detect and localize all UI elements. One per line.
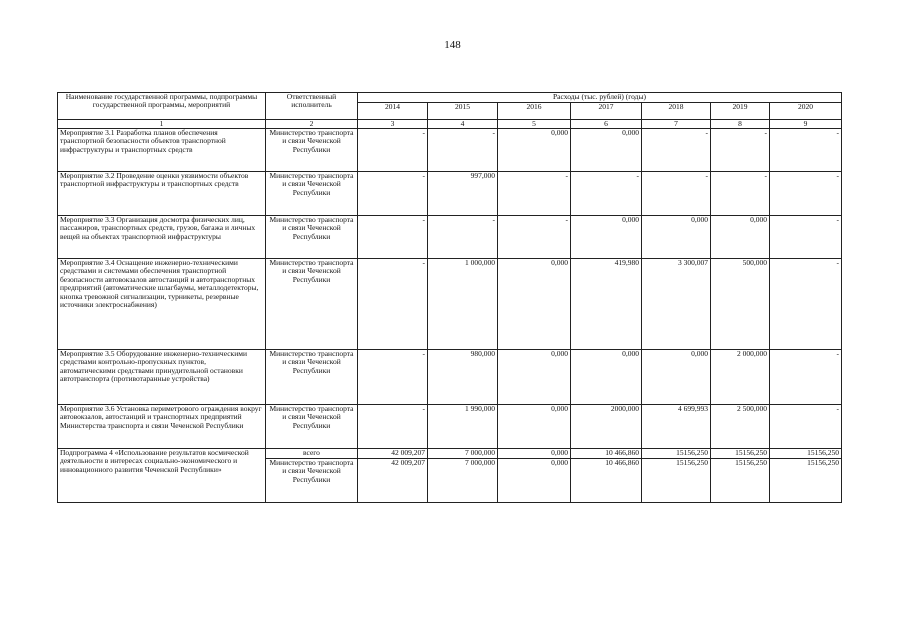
subprogram-total-row: [58, 449, 842, 459]
value-cell: -: [428, 129, 498, 172]
table-row: [58, 405, 842, 449]
column-index: 8: [711, 120, 770, 129]
table-row: [58, 216, 842, 259]
value-cell: 0,000: [711, 216, 770, 259]
value-cell: -: [428, 216, 498, 259]
column-index: 4: [428, 120, 498, 129]
value-cell: -: [498, 216, 571, 259]
table-row: [58, 350, 842, 405]
value-cell: 2000,000: [571, 405, 642, 449]
total-label: всего: [266, 449, 358, 459]
value-cell: 10 466,860: [571, 459, 642, 503]
value-cell: 0,000: [498, 350, 571, 405]
activity-name: Мероприятие 3.6 Установка периметрового ограждения вокруг автовокзалов, автостанций и транспортных предприятий Министерства транспорта и связи Чеченской Республики: [58, 405, 266, 449]
activity-name: Мероприятие 3.2 Проведение оценки уязвимости объектов транспортной инфраструктуры и транспортных средств: [58, 172, 266, 216]
value-cell: 15156,250: [642, 459, 711, 503]
value-cell: 42 009,207: [358, 459, 428, 503]
value-cell: -: [358, 350, 428, 405]
value-cell: -: [770, 350, 842, 405]
total-value-cell: 15156,250: [711, 449, 770, 459]
header-year: 2020: [770, 103, 842, 120]
executor-cell: Министерство транспорта и связи Чеченской Республики: [266, 405, 358, 449]
column-index: 5: [498, 120, 571, 129]
header-year: 2017: [571, 103, 642, 120]
value-cell: 0,000: [571, 350, 642, 405]
value-cell: -: [770, 259, 842, 350]
header-expenses-column: Расходы (тыс. рублей) (годы): [358, 93, 842, 103]
value-cell: -: [642, 172, 711, 216]
value-cell: -: [770, 129, 842, 172]
header-year: 2014: [358, 103, 428, 120]
value-cell: 1 990,000: [428, 405, 498, 449]
executor-cell: Министерство транспорта и связи Чеченской Республики: [266, 350, 358, 405]
activity-name: Мероприятие 3.3 Организация досмотра физических лиц, пассажиров, транспортных средств, грузов, багажа и личных вещей на объектах транспортной инфраструктуры: [58, 216, 266, 259]
activity-name: Мероприятие 3.4 Оснащение инженерно-техническими средствами и системами обеспечения транспортной безопасности автовокзалов автостанций и автотранспортных предприятий (автоматические шлагбаумы, металлодетекторы, кнопка тревожной сигнализации, турникеты, резервные источники электроснабжения): [58, 259, 266, 350]
activity-name: Мероприятие 3.1 Разработка планов обеспечения транспортной безопасности объектов транспортной инфраструктуры и транспортных средств: [58, 129, 266, 172]
value-cell: 0,000: [498, 129, 571, 172]
value-cell: 2 000,000: [711, 350, 770, 405]
value-cell: 4 699,993: [642, 405, 711, 449]
value-cell: -: [770, 405, 842, 449]
value-cell: 2 500,000: [711, 405, 770, 449]
executor-cell: Министерство транспорта и связи Чеченской Республики: [266, 172, 358, 216]
table-row: [58, 129, 842, 172]
page-number: 148: [444, 39, 461, 51]
column-index: 3: [358, 120, 428, 129]
value-cell: -: [571, 172, 642, 216]
total-value-cell: 42 009,207: [358, 449, 428, 459]
value-cell: 419,980: [571, 259, 642, 350]
subprogram-name: Подпрограмма 4 «Использование результатов космической деятельности в интересах социально-экономического и инновационного развития Чеченской Республики»: [58, 449, 266, 503]
value-cell: 0,000: [642, 216, 711, 259]
value-cell: 15156,250: [770, 459, 842, 503]
activity-name: Мероприятие 3.5 Оборудование инженерно-техническими средствами контрольно-пропускных пунктов, автоматическими средствами принудительной остановки автотранспорта (противотаранные устройства): [58, 350, 266, 405]
table-row: [58, 172, 842, 216]
total-value-cell: 0,000: [498, 449, 571, 459]
header-executor-column: Ответственный исполнитель: [266, 93, 358, 120]
value-cell: 500,000: [711, 259, 770, 350]
value-cell: 15156,250: [711, 459, 770, 503]
value-cell: 1 000,000: [428, 259, 498, 350]
value-cell: -: [498, 172, 571, 216]
column-index: 1: [58, 120, 266, 129]
header-year: 2019: [711, 103, 770, 120]
total-value-cell: 10 466,860: [571, 449, 642, 459]
value-cell: -: [770, 216, 842, 259]
column-index: 6: [571, 120, 642, 129]
value-cell: -: [770, 172, 842, 216]
executor-cell: Министерство транспорта и связи Чеченской Республики: [266, 459, 358, 503]
value-cell: -: [358, 405, 428, 449]
header-year: 2015: [428, 103, 498, 120]
value-cell: -: [358, 259, 428, 350]
executor-cell: Министерство транспорта и связи Чеченской Республики: [266, 259, 358, 350]
header-name-column: Наименование государственной программы, подпрограммы государственной программы, мероприятий: [58, 93, 266, 120]
table-row: [58, 259, 842, 350]
total-value-cell: 15156,250: [770, 449, 842, 459]
total-value-cell: 15156,250: [642, 449, 711, 459]
value-cell: -: [711, 129, 770, 172]
value-cell: -: [358, 172, 428, 216]
column-index: 9: [770, 120, 842, 129]
column-index: 2: [266, 120, 358, 129]
value-cell: 980,000: [428, 350, 498, 405]
value-cell: -: [358, 129, 428, 172]
column-index: 7: [642, 120, 711, 129]
value-cell: 0,000: [571, 129, 642, 172]
column-index-row: [58, 120, 842, 129]
expenses-table: [57, 92, 842, 503]
value-cell: 0,000: [571, 216, 642, 259]
value-cell: 997,000: [428, 172, 498, 216]
value-cell: -: [358, 216, 428, 259]
total-value-cell: 7 000,000: [428, 449, 498, 459]
value-cell: 0,000: [498, 405, 571, 449]
value-cell: 7 000,000: [428, 459, 498, 503]
executor-cell: Министерство транспорта и связи Чеченской Республики: [266, 216, 358, 259]
value-cell: -: [642, 129, 711, 172]
value-cell: 0,000: [498, 459, 571, 503]
header-year: 2016: [498, 103, 571, 120]
value-cell: 3 300,007: [642, 259, 711, 350]
executor-cell: Министерство транспорта и связи Чеченской Республики: [266, 129, 358, 172]
value-cell: -: [711, 172, 770, 216]
header-year: 2018: [642, 103, 711, 120]
value-cell: 0,000: [498, 259, 571, 350]
value-cell: 0,000: [642, 350, 711, 405]
